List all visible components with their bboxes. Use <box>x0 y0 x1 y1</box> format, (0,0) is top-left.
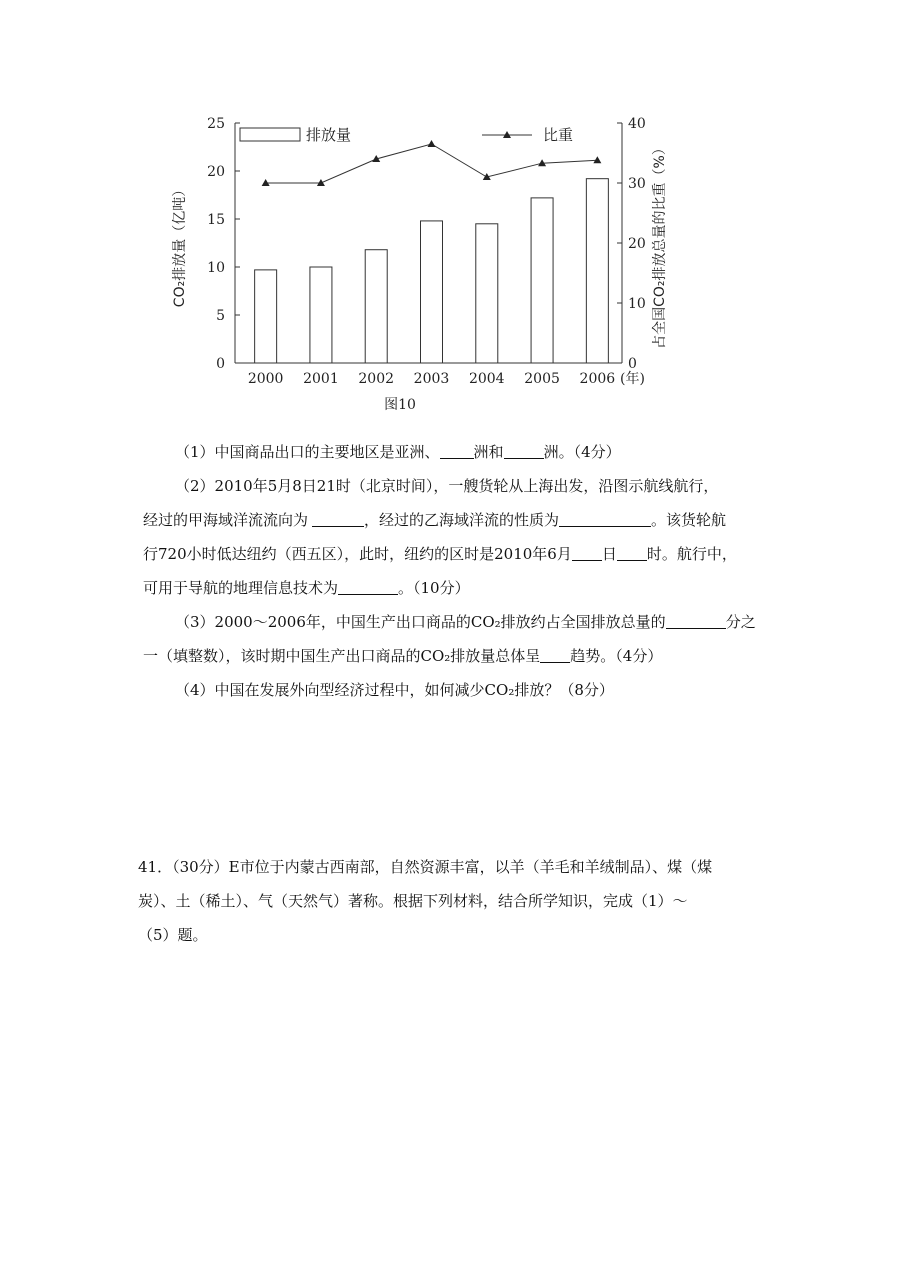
legend-bar-swatch <box>240 128 300 141</box>
x-tick-label: 2003 <box>413 371 450 387</box>
question-2-line-4: 可用于导航的地理信息技术为 。（10分） <box>143 579 470 597</box>
question-1: （1）中国商品出口的主要地区是亚洲、 洲和 洲。（4分） <box>175 443 621 461</box>
right-axis-ticks <box>617 116 646 372</box>
answer-blank[interactable] <box>559 511 651 527</box>
answer-blank[interactable] <box>540 647 570 663</box>
left-tick-label: 20 <box>207 164 225 180</box>
answer-blank[interactable] <box>440 443 474 459</box>
answer-blank[interactable] <box>504 443 544 459</box>
x-tick-label: 2000 <box>247 371 284 387</box>
question-list <box>143 435 783 707</box>
right-tick-label: 30 <box>628 176 646 192</box>
left-tick-label: 0 <box>216 356 225 372</box>
right-tick-label: 40 <box>628 116 646 132</box>
line-point <box>428 140 436 147</box>
x-axis-ticks <box>248 371 615 387</box>
question-41-line-2: 炭）、土（稀土）、气（天然气）著称。根据下列材料，结合所学知识，完成（1）～ <box>138 892 688 910</box>
line-path <box>266 144 598 183</box>
bar <box>421 221 443 363</box>
emissions-chart <box>160 105 680 420</box>
bar <box>255 270 277 363</box>
bar <box>531 198 553 363</box>
legend-bar-label: 排放量 <box>306 126 352 144</box>
question-2-line-1: （2）2010年5月8日21时（北京时间），一艘货轮从上海出发，沿图示航线航行， <box>175 477 719 495</box>
question-4: （4）中国在发展外向型经济过程中，如何减少CO₂排放？（8分） <box>175 681 614 699</box>
legend-line-label: 比重 <box>543 126 574 144</box>
question-3-line-2: 一（填整数），该时期中国生产出口商品的CO₂排放量总体呈 趋势。（4分） <box>143 647 663 665</box>
x-axis-unit: (年) <box>620 371 645 387</box>
bar <box>365 250 387 363</box>
left-tick-label: 10 <box>207 260 225 276</box>
x-tick-label: 2005 <box>524 371 560 387</box>
right-tick-label: 10 <box>628 296 646 312</box>
x-tick-label: 2006 <box>579 371 616 387</box>
x-tick-label: 2002 <box>358 371 395 387</box>
question-3-line-1: （3）2000～2006年，中国生产出口商品的CO₂排放约占全国排放总量的 分之 <box>175 613 756 631</box>
bar-series <box>255 179 609 363</box>
left-tick-label: 5 <box>216 308 225 324</box>
legend <box>240 126 573 144</box>
x-tick-label: 2001 <box>303 371 339 387</box>
answer-blank[interactable] <box>338 579 398 595</box>
chart-caption: 图10 <box>384 397 416 413</box>
right-axis-label: 占全国CO₂排放总量的比重（%） <box>652 141 668 349</box>
question-41-line-1: 41．（30分）E市位于内蒙古西南部，自然资源丰富，以羊（羊毛和羊绒制品）、煤（煤 <box>138 858 713 876</box>
line-series <box>262 140 602 186</box>
x-tick-label: 2004 <box>468 371 505 387</box>
bar <box>310 267 332 363</box>
question-41-line-3: （5）题。 <box>138 926 208 944</box>
question-2-line-2: 经过的甲海域洋流流向为 ，经过的乙海域洋流的性质为 。该货轮航 <box>143 511 727 529</box>
left-tick-label: 15 <box>207 212 225 228</box>
left-axis-label: CO₂排放量（亿吨） <box>172 182 188 308</box>
answer-blank[interactable] <box>312 511 364 527</box>
right-tick-label: 20 <box>628 236 646 252</box>
line-point <box>593 156 601 163</box>
answer-blank[interactable] <box>666 613 726 629</box>
answer-blank[interactable] <box>617 545 647 561</box>
question-41 <box>138 850 778 952</box>
question-2-line-3: 行720小时低达纽约（西五区），此时，纽约的区时是2010年6月 日 时。航行中， <box>143 545 737 563</box>
bar <box>586 179 608 363</box>
answer-blank[interactable] <box>572 545 602 561</box>
right-tick-label: 0 <box>628 356 637 372</box>
bar <box>476 224 498 363</box>
left-tick-label: 25 <box>207 116 225 132</box>
